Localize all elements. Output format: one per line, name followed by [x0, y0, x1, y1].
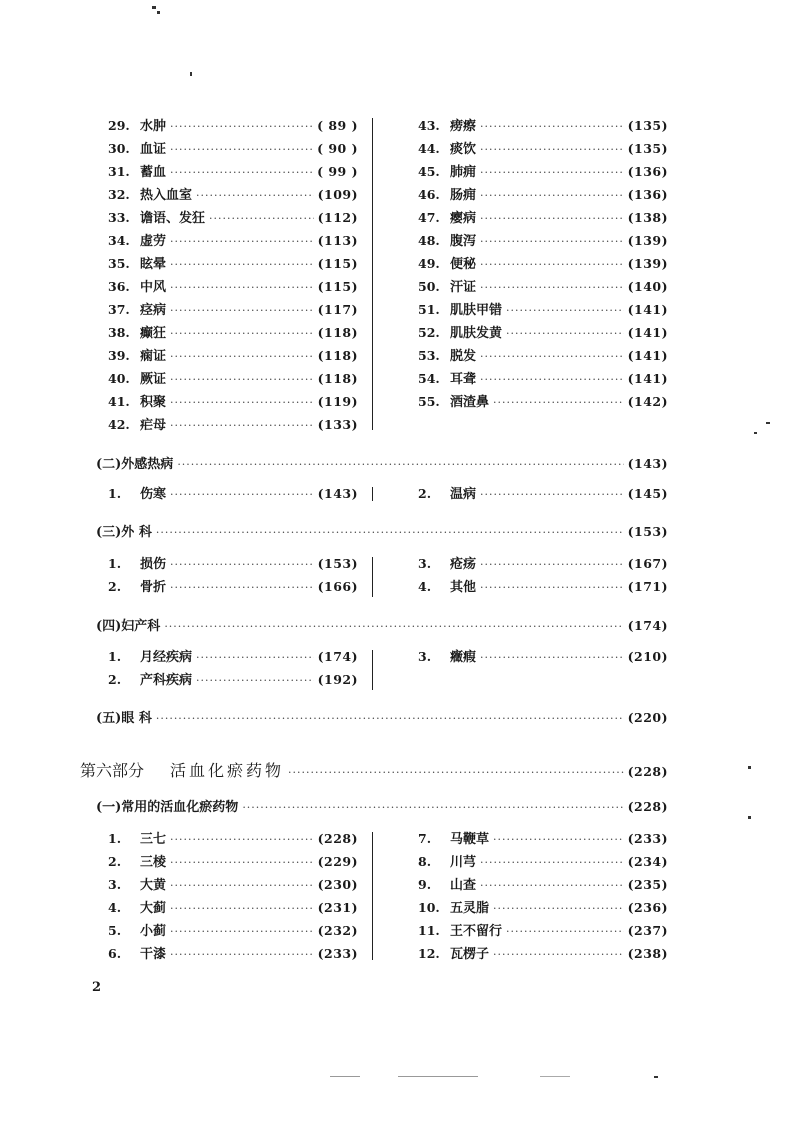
- entry-page: (133): [317, 417, 358, 432]
- entry-number: 54.: [418, 371, 440, 386]
- entry-number: 1.: [108, 556, 122, 571]
- section-heading[interactable]: [96, 616, 668, 636]
- entry-title: 积聚: [140, 395, 167, 410]
- entry-title: 蓄血: [140, 165, 167, 180]
- dot-leader: [170, 140, 313, 160]
- dot-leader: [170, 163, 313, 183]
- entry-number: 39.: [108, 348, 130, 363]
- section-page: (174): [627, 618, 668, 633]
- entry-page: (117): [317, 302, 358, 317]
- section-title: (四)妇产科: [96, 619, 161, 634]
- dot-leader: [493, 945, 624, 965]
- dot-leader: [480, 278, 624, 298]
- entry-number: 51.: [418, 302, 440, 317]
- entry-number: 33.: [108, 210, 130, 225]
- toc-entry[interactable]: [108, 323, 358, 343]
- entry-title: 山查: [450, 878, 477, 893]
- entry-number: 43.: [418, 118, 440, 133]
- section-page: (228): [627, 799, 668, 814]
- entry-number: 49.: [418, 256, 440, 271]
- toc-entry[interactable]: [418, 369, 668, 389]
- dot-leader: [164, 617, 623, 637]
- entry-page: (192): [317, 672, 358, 687]
- toc-entry[interactable]: [418, 392, 668, 412]
- toc-entry[interactable]: [418, 484, 668, 504]
- entry-page: (232): [317, 923, 358, 938]
- entry-page: (139): [627, 233, 668, 248]
- entry-page: (109): [317, 187, 358, 202]
- entry-number: 52.: [418, 325, 440, 340]
- entry-number: 2.: [108, 579, 122, 594]
- dot-leader: [170, 899, 314, 919]
- entry-number: 41.: [108, 394, 130, 409]
- entry-number: 31.: [108, 164, 130, 179]
- dot-leader: [480, 876, 624, 896]
- toc-entry[interactable]: [418, 898, 668, 918]
- entry-page: (171): [627, 579, 668, 594]
- entry-title: 疟母: [140, 418, 167, 433]
- entry-number: 2.: [108, 672, 122, 687]
- entry-number: 8.: [418, 854, 432, 869]
- entry-number: 55.: [418, 394, 440, 409]
- entry-page: (112): [317, 210, 358, 225]
- dot-leader: [196, 671, 314, 691]
- entry-number: 30.: [108, 141, 130, 156]
- dot-leader: [170, 922, 314, 942]
- scan-speck: [152, 6, 156, 9]
- entry-page: (145): [627, 486, 668, 501]
- dot-leader: [480, 347, 624, 367]
- entry-title: 谵语、发狂: [140, 211, 206, 226]
- entry-number: 1.: [108, 486, 122, 501]
- entry-page: ( 99 ): [317, 164, 358, 179]
- toc-entry[interactable]: [108, 852, 358, 872]
- toc-entry[interactable]: [418, 944, 668, 964]
- entry-page: (141): [627, 325, 668, 340]
- entry-title: 瓦楞子: [450, 947, 490, 962]
- entry-title: 五灵脂: [450, 901, 490, 916]
- entry-title: 三棱: [140, 855, 167, 870]
- entry-page: (210): [627, 649, 668, 664]
- dot-leader: [170, 324, 314, 344]
- entry-title: 王不留行: [450, 924, 503, 939]
- entry-title: 三七: [140, 832, 167, 847]
- entry-page: (143): [317, 486, 358, 501]
- dot-leader: [480, 555, 624, 575]
- dot-leader: [480, 648, 624, 668]
- column-divider: [372, 487, 373, 501]
- scan-speck: [766, 422, 770, 424]
- toc-entry[interactable]: [418, 277, 668, 297]
- dot-leader: [288, 760, 624, 786]
- part-title: 活血化瘀药物: [170, 761, 285, 780]
- entry-title: 中风: [140, 280, 167, 295]
- toc-entry[interactable]: [418, 921, 668, 941]
- entry-number: 44.: [418, 141, 440, 156]
- entry-number: 50.: [418, 279, 440, 294]
- entry-number: 47.: [418, 210, 440, 225]
- entry-page: (153): [317, 556, 358, 571]
- entry-number: 3.: [418, 649, 432, 664]
- dot-leader: [170, 370, 314, 390]
- toc-entry[interactable]: [108, 346, 358, 366]
- toc-entry[interactable]: [108, 369, 358, 389]
- entry-page: (233): [317, 946, 358, 961]
- scan-mark: [540, 1076, 570, 1077]
- dot-leader: [480, 163, 624, 183]
- entry-number: 11.: [418, 923, 440, 938]
- section-heading[interactable]: [96, 454, 668, 474]
- toc-entry[interactable]: [418, 577, 668, 597]
- entry-title: 小蓟: [140, 924, 167, 939]
- dot-leader: [170, 485, 314, 505]
- entry-number: 3.: [108, 877, 122, 892]
- dot-leader: [170, 578, 314, 598]
- toc-entry[interactable]: [108, 300, 358, 320]
- entry-title: 其他: [450, 580, 477, 595]
- toc-entry[interactable]: [108, 162, 358, 182]
- dot-leader: [480, 255, 624, 275]
- dot-leader: [170, 416, 314, 436]
- toc-entry[interactable]: [418, 554, 668, 574]
- dot-leader: [480, 140, 624, 160]
- entry-title: 水肿: [140, 119, 167, 134]
- entry-page: (231): [317, 900, 358, 915]
- dot-leader: [506, 324, 624, 344]
- entry-title: 骨折: [140, 580, 167, 595]
- entry-title: 肠痈: [450, 188, 477, 203]
- scan-speck: [754, 432, 757, 434]
- dot-leader: [480, 186, 624, 206]
- entry-title: 川芎: [450, 855, 477, 870]
- toc-entry[interactable]: [108, 116, 358, 136]
- dot-leader: [480, 117, 624, 137]
- entry-title: 大黄: [140, 878, 167, 893]
- dot-leader: [170, 945, 314, 965]
- entry-page: (142): [627, 394, 668, 409]
- dot-leader: [170, 301, 314, 321]
- dot-leader: [506, 301, 624, 321]
- entry-title: 大蓟: [140, 901, 167, 916]
- dot-leader: [480, 578, 624, 598]
- entry-title: 肺痈: [450, 165, 477, 180]
- dot-leader: [480, 370, 624, 390]
- entry-title: 月经疾病: [140, 650, 193, 665]
- entry-page: (141): [627, 302, 668, 317]
- scan-mark: [398, 1076, 478, 1077]
- toc-entry[interactable]: [418, 829, 668, 849]
- entry-page: (118): [317, 371, 358, 386]
- toc-entry[interactable]: [108, 415, 358, 435]
- entry-number: 1.: [108, 649, 122, 664]
- dot-leader: [480, 209, 624, 229]
- entry-title: 干漆: [140, 947, 167, 962]
- toc-entry[interactable]: [418, 323, 668, 343]
- entry-number: 40.: [108, 371, 130, 386]
- toc-entry[interactable]: [418, 231, 668, 251]
- entry-number: 53.: [418, 348, 440, 363]
- entry-page: (113): [317, 233, 358, 248]
- entry-number: 10.: [418, 900, 440, 915]
- section-page: (143): [627, 456, 668, 471]
- entry-page: (166): [317, 579, 358, 594]
- entry-page: (139): [627, 256, 668, 271]
- part-heading[interactable]: [80, 758, 668, 784]
- entry-title: 虚劳: [140, 234, 167, 249]
- toc-entry[interactable]: [108, 185, 358, 205]
- toc-entry[interactable]: [108, 921, 358, 941]
- entry-page: (135): [627, 141, 668, 156]
- toc-entry[interactable]: [108, 484, 358, 504]
- entry-title: 便秘: [450, 257, 477, 272]
- entry-title: 酒渣鼻: [450, 395, 490, 410]
- entry-number: 7.: [418, 831, 432, 846]
- entry-title: 马鞭草: [450, 832, 490, 847]
- entry-title: 汗证: [450, 280, 477, 295]
- toc-entry[interactable]: [418, 647, 668, 667]
- dot-leader: [170, 232, 314, 252]
- column-divider: [372, 557, 373, 597]
- dot-leader: [209, 209, 314, 229]
- section-title: (五)眼 科: [96, 711, 152, 726]
- scan-speck: [748, 766, 751, 769]
- section-heading[interactable]: [96, 797, 668, 817]
- entry-title: 温病: [450, 487, 477, 502]
- entry-page: (234): [627, 854, 668, 869]
- toc-entry[interactable]: [108, 944, 358, 964]
- entry-title: 痨瘵: [450, 119, 477, 134]
- toc-entry[interactable]: [418, 875, 668, 895]
- toc-entry[interactable]: [418, 300, 668, 320]
- entry-number: 29.: [108, 118, 130, 133]
- entry-title: 腹泻: [450, 234, 477, 249]
- entry-title: 产科疾病: [140, 673, 193, 688]
- dot-leader: [242, 798, 623, 818]
- dot-leader: [196, 648, 314, 668]
- dot-leader: [170, 555, 314, 575]
- entry-number: 5.: [108, 923, 122, 938]
- entry-page: (141): [627, 371, 668, 386]
- entry-page: (230): [317, 877, 358, 892]
- entry-page: (235): [627, 877, 668, 892]
- section-page: (220): [627, 710, 668, 725]
- toc-entry[interactable]: [418, 852, 668, 872]
- dot-leader: [170, 347, 314, 367]
- toc-entry[interactable]: [418, 346, 668, 366]
- scan-speck: [190, 72, 192, 76]
- page-number: 2: [92, 980, 102, 995]
- part-page: (228): [627, 764, 668, 779]
- entry-page: (118): [317, 348, 358, 363]
- dot-leader: [177, 455, 623, 475]
- entry-page: ( 89 ): [317, 118, 358, 133]
- dot-leader: [480, 853, 624, 873]
- entry-title: 癫狂: [140, 326, 167, 341]
- entry-number: 3.: [418, 556, 432, 571]
- entry-title: 肌肤甲错: [450, 303, 503, 318]
- dot-leader: [170, 876, 314, 896]
- toc-entry[interactable]: [108, 231, 358, 251]
- entry-page: (136): [627, 164, 668, 179]
- toc-entry[interactable]: [108, 647, 358, 667]
- entry-title: 疮疡: [450, 557, 477, 572]
- section-page: (153): [627, 524, 668, 539]
- entry-page: (119): [317, 394, 358, 409]
- dot-leader: [156, 709, 624, 729]
- entry-title: 瘿病: [450, 211, 477, 226]
- toc-entry[interactable]: [108, 208, 358, 228]
- toc-entry[interactable]: [108, 898, 358, 918]
- entry-number: 38.: [108, 325, 130, 340]
- column-divider: [372, 118, 373, 430]
- entry-number: 36.: [108, 279, 130, 294]
- toc-entry[interactable]: [108, 829, 358, 849]
- entry-title: 癥瘕: [450, 650, 477, 665]
- scan-speck: [157, 11, 160, 14]
- toc-entry[interactable]: [108, 254, 358, 274]
- entry-page: (233): [627, 831, 668, 846]
- entry-number: 12.: [418, 946, 440, 961]
- toc-entry[interactable]: [108, 277, 358, 297]
- scan-mark: [330, 1076, 360, 1077]
- dot-leader: [170, 278, 314, 298]
- dot-leader: [170, 830, 314, 850]
- entry-number: 48.: [418, 233, 440, 248]
- entry-page: (136): [627, 187, 668, 202]
- section-heading[interactable]: [96, 708, 668, 728]
- column-divider: [372, 832, 373, 960]
- entry-page: (141): [627, 348, 668, 363]
- section-title: (二)外感热病: [96, 457, 174, 472]
- entry-title: 热入血室: [140, 188, 193, 203]
- dot-leader: [480, 232, 624, 252]
- entry-page: ( 90 ): [317, 141, 358, 156]
- entry-number: 42.: [108, 417, 130, 432]
- entry-title: 厥证: [140, 372, 167, 387]
- entry-title: 伤寒: [140, 487, 167, 502]
- dot-leader: [170, 255, 314, 275]
- entry-number: 35.: [108, 256, 130, 271]
- entry-page: (115): [317, 256, 358, 271]
- toc-entry[interactable]: [108, 139, 358, 159]
- entry-number: 6.: [108, 946, 122, 961]
- toc-entry[interactable]: [418, 139, 668, 159]
- dot-leader: [480, 485, 624, 505]
- entry-page: (237): [627, 923, 668, 938]
- dot-leader: [170, 117, 313, 137]
- entry-number: 2.: [418, 486, 432, 501]
- section-title: (一)常用的活血化瘀药物: [96, 800, 239, 815]
- entry-page: (138): [627, 210, 668, 225]
- dot-leader: [493, 899, 624, 919]
- entry-title: 肌肤发黄: [450, 326, 503, 341]
- dot-leader: [506, 922, 624, 942]
- entry-title: 脱发: [450, 349, 477, 364]
- part-label: 第六部分: [80, 761, 145, 780]
- entry-page: (228): [317, 831, 358, 846]
- entry-number: 34.: [108, 233, 130, 248]
- section-title: (三)外 科: [96, 525, 152, 540]
- entry-title: 损伤: [140, 557, 167, 572]
- entry-page: (174): [317, 649, 358, 664]
- scan-speck: [748, 816, 751, 819]
- entry-title: 痉病: [140, 303, 167, 318]
- toc-entry[interactable]: [108, 670, 358, 690]
- section-heading[interactable]: [96, 522, 668, 542]
- dot-leader: [493, 830, 624, 850]
- dot-leader: [170, 393, 314, 413]
- toc-entry[interactable]: [108, 875, 358, 895]
- dot-leader: [170, 853, 314, 873]
- entry-page: (135): [627, 118, 668, 133]
- toc-entry[interactable]: [418, 185, 668, 205]
- entry-number: 32.: [108, 187, 130, 202]
- toc-entry[interactable]: [108, 554, 358, 574]
- entry-number: 9.: [418, 877, 432, 892]
- entry-page: (118): [317, 325, 358, 340]
- entry-title: 痫证: [140, 349, 167, 364]
- dot-leader: [156, 523, 624, 543]
- entry-number: 4.: [108, 900, 122, 915]
- column-divider: [372, 650, 373, 690]
- entry-number: 1.: [108, 831, 122, 846]
- entry-page: (229): [317, 854, 358, 869]
- entry-number: 2.: [108, 854, 122, 869]
- entry-number: 46.: [418, 187, 440, 202]
- entry-title: 眩晕: [140, 257, 167, 272]
- entry-page: (236): [627, 900, 668, 915]
- entry-title: 耳聋: [450, 372, 477, 387]
- entry-title: 血证: [140, 142, 167, 157]
- entry-page: (238): [627, 946, 668, 961]
- toc-entry[interactable]: [108, 392, 358, 412]
- scan-speck: [654, 1076, 658, 1078]
- toc-entry[interactable]: [418, 208, 668, 228]
- entry-page: (140): [627, 279, 668, 294]
- entry-number: 4.: [418, 579, 432, 594]
- entry-page: (115): [317, 279, 358, 294]
- entry-title: 痰饮: [450, 142, 477, 157]
- toc-entry[interactable]: [418, 116, 668, 136]
- dot-leader: [196, 186, 314, 206]
- entry-number: 37.: [108, 302, 130, 317]
- toc-entry[interactable]: [418, 254, 668, 274]
- entry-page: (167): [627, 556, 668, 571]
- dot-leader: [493, 393, 624, 413]
- toc-entry[interactable]: [418, 162, 668, 182]
- toc-entry[interactable]: [108, 577, 358, 597]
- entry-number: 45.: [418, 164, 440, 179]
